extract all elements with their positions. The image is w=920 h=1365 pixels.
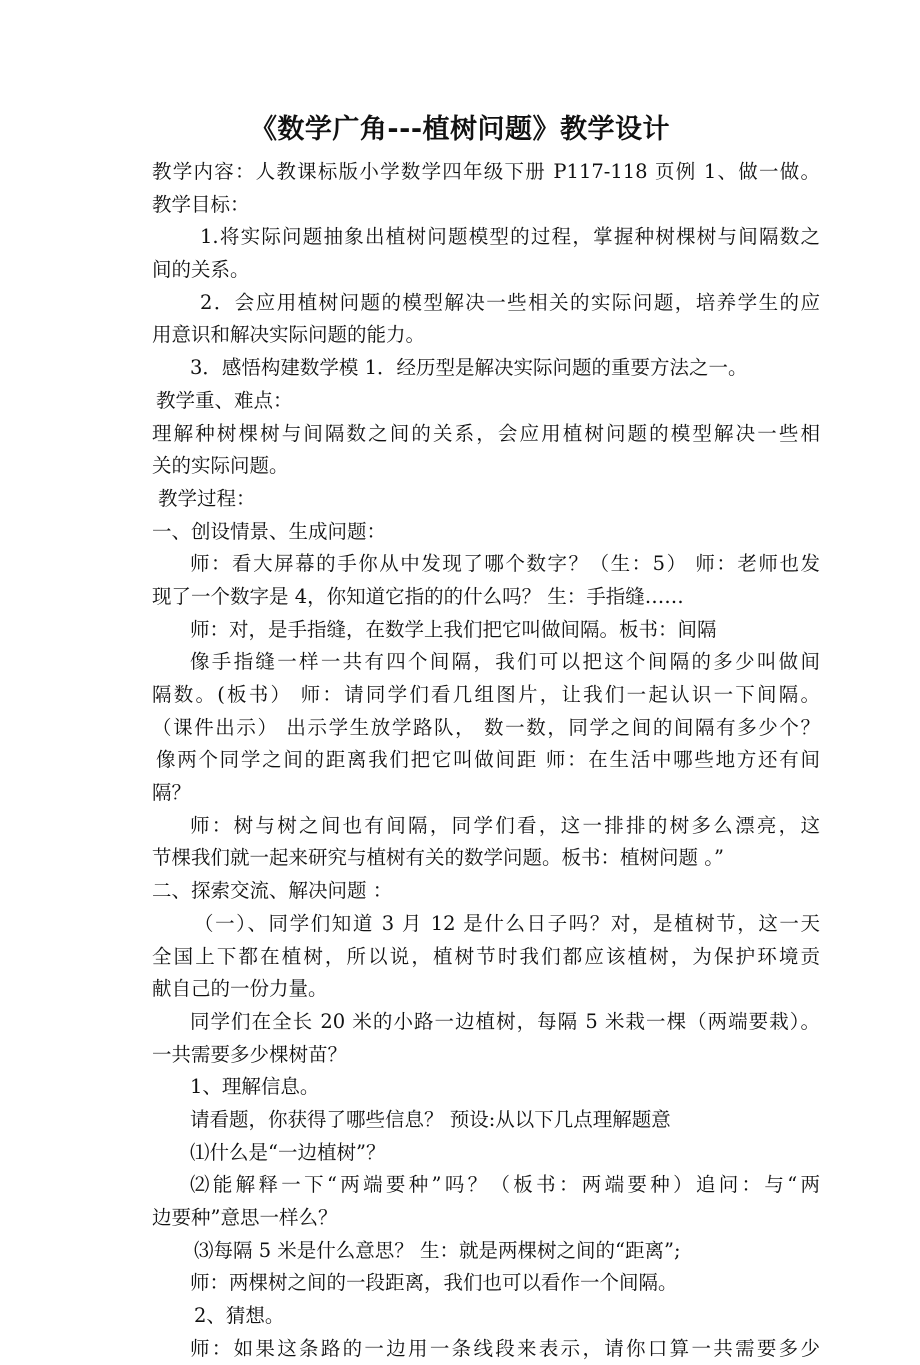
text-line: 同学们在全长 20 米的小路一边植树，每隔 5 米栽一棵（两端要栽）。 (190, 1009, 820, 1033)
text-line: （一）、同学们知道 3 月 12 是什么日子吗？对，是植树节，这一天 (194, 911, 820, 935)
text-line: 隔数。(板书） 师：请同学们看几组图片，让我们一起认识一下间隔。 (152, 683, 820, 706)
text-line: 二、探索交流、解决问题 ： (152, 879, 393, 903)
text-line: 献自己的一份力量。 (152, 977, 328, 1001)
text-line: 3．感悟构建数学模 1．经历型是解决实际问题的重要方法之一。 (190, 356, 748, 380)
text-line: 2．会应用植树问题的模型解决一些相关的实际问题，培养学生的应 (200, 290, 820, 314)
text-line: 像两个同学之间的距离我们把它叫做间距 师：在生活中哪些地方还有间 (156, 748, 820, 772)
text-line: 全国上下都在植树，所以说，植树节时我们都应该植树，为保护环境贡 (152, 944, 820, 968)
text-line: 1.将实际问题抽象出植树问题模型的过程，掌握种树棵树与间隔数之 (200, 225, 820, 249)
text-line: 一共需要多少棵树苗？ (152, 1042, 348, 1066)
text-line: 教学目标： (152, 192, 250, 216)
text-line: 教学重、难点： (156, 388, 293, 412)
text-line: 师：如果这条路的一边用一条线段来表示，请你口算一共需要多少 (190, 1336, 820, 1360)
text-line: ⑴什么是“一边植树”？ (190, 1140, 386, 1164)
text-line: 师：树与树之间也有间隔，同学们看，这一排排的树多么漂亮，这 (190, 813, 820, 837)
text-line: 师：对，是手指缝，在数学上我们把它叫做间隔。板书：间隔 (190, 617, 717, 641)
text-line: 理解种树棵树与间隔数之间的关系，会应用植树问题的模型解决一些相 (152, 421, 820, 445)
text-line: 间的关系。 (152, 258, 250, 282)
text-line: ⑵能解释一下“两端要种”吗？（板书：两端要种）追问：与“两 (190, 1173, 820, 1197)
text-line: 一、创设情景、生成问题： (152, 519, 387, 543)
text-line: （课件出示） 出示学生放学路队， 数一数，同学之间的间隔有多少个？ (152, 715, 820, 739)
text-line: 关的实际问题。 (152, 454, 289, 478)
document-title: 《数学广角---植树问题》教学设计 (249, 114, 671, 145)
text-line: 2、猜想。 (194, 1304, 285, 1328)
text-line: 用意识和解决实际问题的能力。 (152, 323, 426, 347)
text-line: 边要种”意思一样么？ (152, 1206, 338, 1229)
text-line: 隔？ (152, 781, 192, 805)
text-line: 像手指缝一样一共有四个间隔，我们可以把这个间隔的多少叫做间 (190, 650, 820, 674)
text-line: 师：两棵树之间的一段距离，我们也可以看作一个间隔。 (190, 1271, 678, 1295)
text-line: 请看题，你获得了哪些信息？ 预设:从以下几点理解题意 (190, 1107, 671, 1131)
text-line: 1、理解信息。 (190, 1075, 320, 1099)
text-line: 教学过程： (158, 486, 256, 510)
text-line: 现了一个数字是 4，你知道它指的的什么吗？ 生：手指缝…… (152, 584, 684, 608)
text-line: ⑶每隔 5 米是什么意思？ 生：就是两棵树之间的“距离”; (194, 1238, 681, 1262)
text-line: 节棵我们就一起来研究与植树有关的数学问题。板书：植树问题 。” (152, 846, 724, 870)
text-line: 师：看大屏幕的手你从中发现了哪个数字？（生：5） 师：老师也发 (190, 552, 820, 576)
document-body (152, 156, 820, 1365)
text-line: 教学内容：人教课标版小学数学四年级下册 P117-118 页例 1、做一做。 (152, 160, 820, 183)
